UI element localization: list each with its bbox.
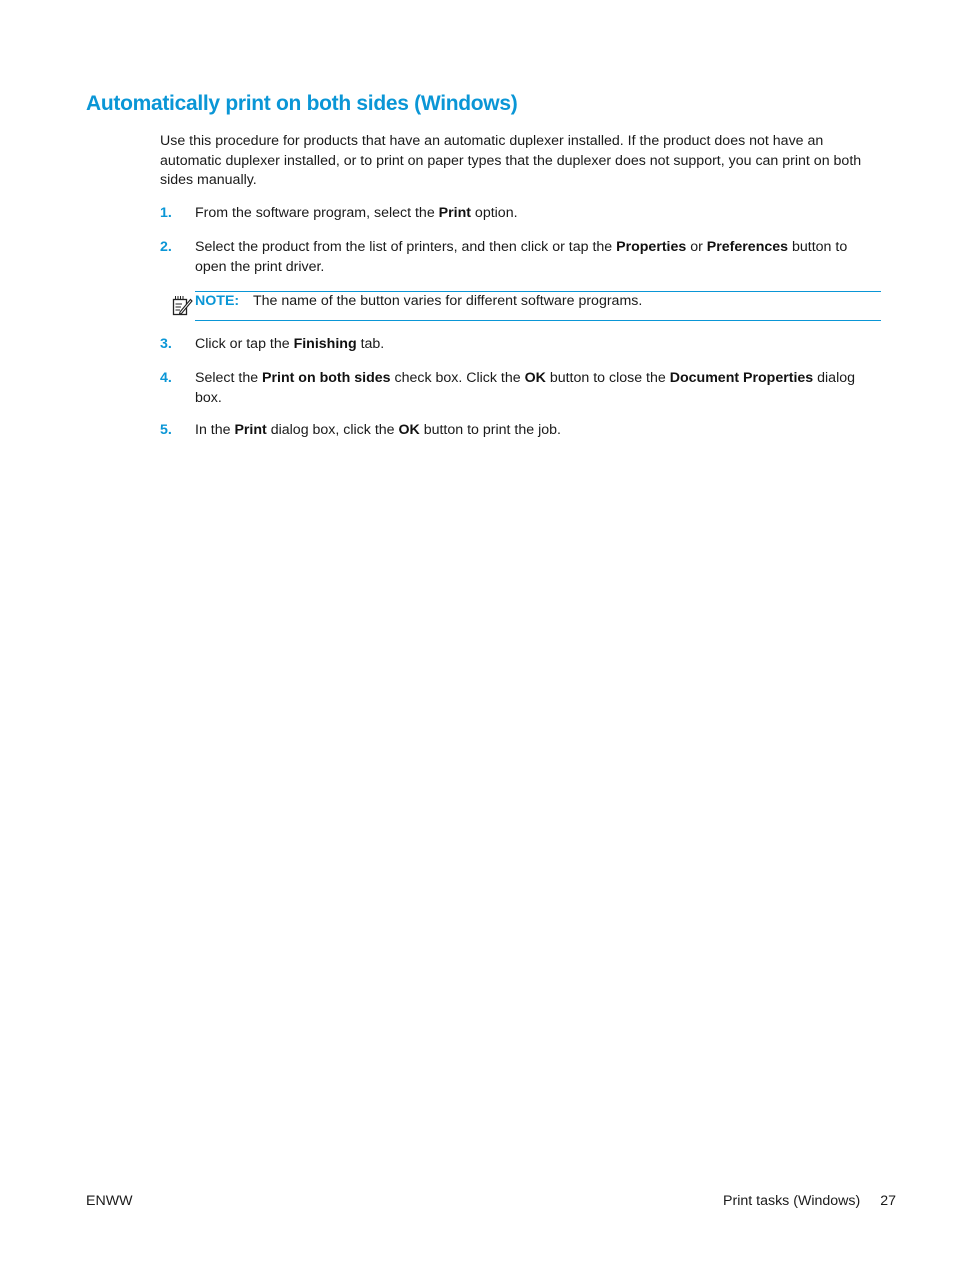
intro-paragraph: Use this procedure for products that have an automatic duplexer installed. If the product does not have an automatic duplexer installed, or to print on paper types that the duplexer does not support, you can print on both sides manually. <box>160 133 862 189</box>
step-item <box>160 335 882 355</box>
step-text: In the Print dialog box, click the OK button to print the job. <box>195 422 561 438</box>
page-number: 27 <box>880 1193 896 1209</box>
step-number: 3. <box>160 336 172 352</box>
note-label: NOTE: <box>195 293 240 309</box>
step-item <box>160 204 882 224</box>
step-number: 5. <box>160 422 172 438</box>
step-text: Select the Print on both sides check box. Click the OK button to close the Document Properties dialog box. <box>195 370 856 406</box>
step-text: From the software program, select the Print option. <box>195 205 518 221</box>
step-item <box>160 369 882 408</box>
footer-left: ENWW <box>86 1193 133 1209</box>
page-heading: Automatically print on both sides (Windows) <box>86 92 518 115</box>
step-number: 1. <box>160 205 172 221</box>
note-text: The name of the button varies for different software programs. <box>253 293 643 309</box>
step-number: 2. <box>160 239 172 255</box>
step-text: Click or tap the Finishing tab. <box>195 336 385 352</box>
note-icon <box>171 294 193 316</box>
note-box <box>195 291 881 321</box>
step-item <box>160 238 882 277</box>
footer-right <box>723 1192 896 1212</box>
step-number: 4. <box>160 370 172 386</box>
step-item <box>160 421 882 441</box>
footer-section-title: Print tasks (Windows) <box>723 1193 861 1209</box>
step-text: Select the product from the list of printers, and then click or tap the Properties or Preferences button to open the print driver. <box>195 239 848 275</box>
